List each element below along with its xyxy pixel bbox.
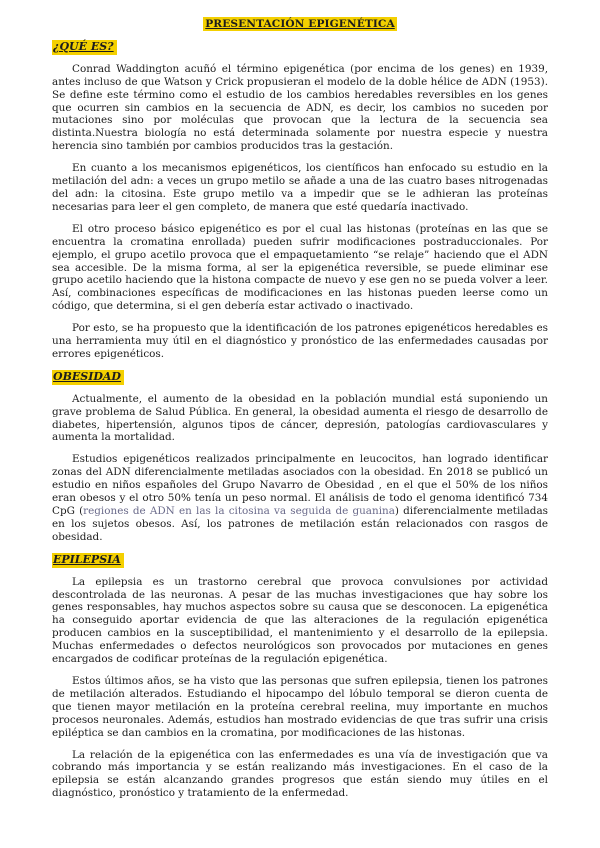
section-que-es: [52, 40, 548, 361]
paragraph-text-before: Estudios epigenéticos realizados principalmente en leucocitos, han logrado identificar zonas del ADN diferencialmente metiladas asociados con la obesidad. En 2018 se publicó un estudio en niños españoles del Grupo Navarro de Obesidad , en el que el 50% de los niños eran obesos y el otro 50% tenía un peso normal. El análisis de todo el genoma identificó 734 CpG (: [52, 453, 548, 517]
title-wrap: [52, 18, 548, 31]
paragraph: Actualmente, el aumento de la obesidad en la población mundial está suponiendo un grave problema de Salud Pública. En general, la obesidad aumenta el riesgo de desarrollo de diabetes, hipertensión, algunos tipos de cáncer, depresión, patologías cardiovasculares y aumenta la mortalidad.: [52, 392, 548, 444]
paragraph-with-note: [52, 453, 548, 543]
paragraph-text-after: ) diferencialmente metiladas en los sujetos obesos. Así, los patrones de metilación están relacionados con rasgos de obesidad.: [52, 505, 548, 543]
paragraph: La epilepsia es un trastorno cerebral que provoca convulsiones por actividad descontrolada de las neuronas. A pesar de las muchas investigaciones que hay sobre los genes responsables, hay muchos aspectos sobre su causa que se desconocen. La epigenética ha conseguido aportar evidencia de que las alteraciones de la regulación epigenética producen cambios en la susceptibilidad, el mantenimiento y el desarrollo de la epilepsia. Muchas enfermedades o defectos neurológicos son provocados por mutaciones en genes encargados de codificar proteínas de la regulación epigenética.: [52, 575, 548, 666]
document-title: PRESENTACIÓN EPIGENÉTICA: [205, 18, 395, 30]
section-heading: EPILEPSIA: [52, 553, 124, 568]
section-heading: OBESIDAD: [52, 370, 124, 385]
section-epilepsia: [52, 553, 548, 800]
paragraph: Por esto, se ha propuesto que la identificación de los patrones epigenéticos heredables es una herramienta muy útil en el diagnóstico y pronóstico de las enfermedades causadas por errores epigenéticos.: [52, 322, 548, 360]
section-heading: ¿QUÉ ES?: [52, 40, 117, 55]
paragraph: Estos últimos años, se ha visto que las personas que sufren epilepsia, tienen los patrones de metilación alterados. Estudiando el hipocampo del lóbulo temporal se dieron cuenta de que tienen mayor metilación en la proteína cerebral reelina, muy importante en muchos procesos neuronales. Además, estudios han mostrado evidencias de que tras sufrir una crisis epiléptica se dan cambios en la cromatina, por modificaciones de las histonas.: [52, 674, 548, 739]
paragraph: Conrad Waddington acuñó el término epigenética (por encima de los genes) en 1939, antes incluso de que Watson y Crick propusieran el modelo de la doble hélice de ADN (1953). Se define este término como el estudio de los cambios heredables reversibles en los genes que ocurren sin cambios en la secuencia de ADN, es decir, los cambios no suceden por mutaciones sino por moléculas que provocan que la lectura de la secuencia sea distinta.Nuestra biología no está determinada solamente por nuestra especie y nuestra herencia sino también por cambios producidos tras la gestación.: [52, 62, 548, 153]
paragraph: La relación de la epigenética con las enfermedades es una vía de investigación que va cobrando más importancia y se están realizando más investigaciones. En el caso de la epilepsia se están alcanzando grandes progresos que están siendo muy útiles en el diagnóstico, pronóstico y tratamiento de la enfermedad.: [52, 748, 548, 800]
paragraph: El otro proceso básico epigenético es por el cual las histonas (proteínas en las que se encuentra la cromatina enrollada) pueden sufrir modificaciones postraduccionales. Por ejemplo, el grupo acetilo provoca que el empaquetamiento “se relaje” haciendo que el ADN sea accesible. De la misma forma, al ser la epigenética reversible, se puede eliminar ese grupo acetilo haciendo que la histona compacte de nuevo y ese gen no se pueda volver a leer. Así, combinaciones específicas de modificaciones en las histonas pueden leerse como un código, que determina, si el gen debería estar activado o inactivado.: [52, 222, 548, 313]
paragraph: En cuanto a los mecanismos epigenéticos, los científicos han enfocado su estudio en la metilación del adn: a veces un grupo metilo se añade a una de las cuatro bases nitrogenadas del adn: la citosina. Este grupo metilo va a impedir que se le adhieran las proteínas necesarias para leer el gen completo, de manera que esté quedaría inactivado.: [52, 162, 548, 213]
section-obesidad: [52, 370, 548, 544]
cpg-definition-note: regiones de ADN en las la citosina va seguida de guanina: [83, 505, 395, 517]
